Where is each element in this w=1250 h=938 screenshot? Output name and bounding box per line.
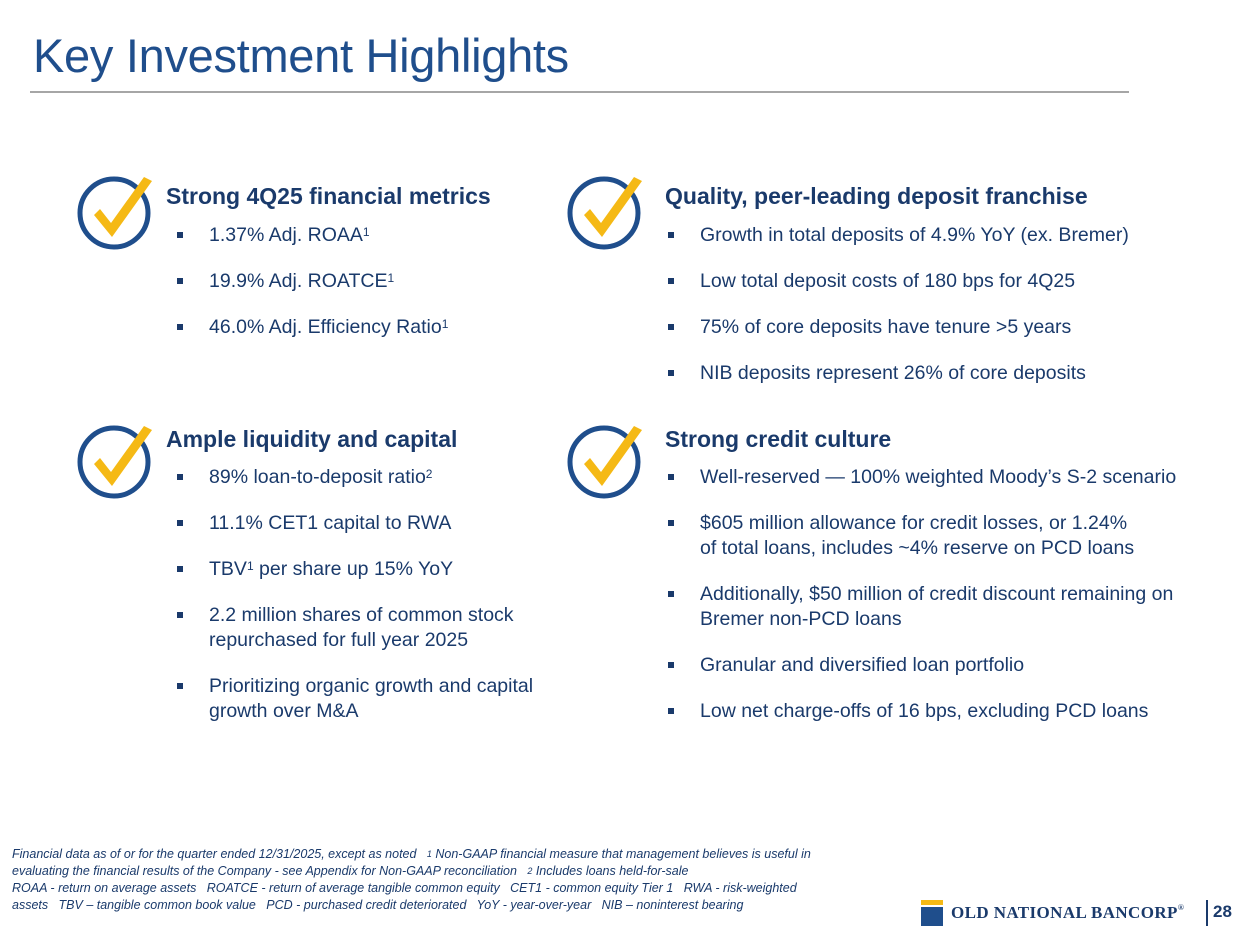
checkmark-circle-icon — [76, 420, 156, 500]
list-item: 89% loan-to-deposit ratio$^2$ — [176, 465, 576, 490]
list-item: TBV$^1$ per share up 15% YoY — [176, 557, 576, 582]
list-item: 2.2 million shares of common stock repurchased for full year 2025 — [176, 603, 576, 653]
list-item: Granular and diversified loan portfolio — [667, 653, 1237, 678]
list-item: Prioritizing organic growth and capital growth over M&A — [176, 674, 576, 724]
section-title-liquidity-capital: Ample liquidity and capital — [166, 426, 458, 452]
section-title-deposit-franchise: Quality, peer-leading deposit franchise — [665, 183, 1088, 209]
credit-culture-list — [667, 465, 1237, 724]
page-number: 28 — [1213, 902, 1232, 921]
financial-metrics-list — [176, 223, 536, 340]
page-title: Key Investment Highlights — [33, 29, 569, 82]
section-title-credit-culture: Strong credit culture — [665, 426, 892, 452]
list-item: 11.1% CET1 capital to RWA — [176, 511, 576, 536]
list-item: 46.0% Adj. Efficiency Ratio$^1$ — [176, 315, 536, 340]
list-item: Growth in total deposits of 4.9% YoY (ex. Bremer) — [667, 223, 1227, 248]
list-item: Low net charge-offs of 16 bps, excluding PCD loans — [667, 699, 1237, 724]
section-title-financial-metrics: Strong 4Q25 financial metrics — [166, 183, 491, 209]
logo-text: OLD NATIONAL BANCORP® — [951, 903, 1185, 922]
title-divider — [30, 91, 1129, 93]
list-item: $605 million allowance for credit losses, or 1.24% of total loans, includes ~4% reserve on PCD loans — [667, 511, 1237, 561]
checkmark-circle-icon — [76, 171, 156, 251]
list-item: Well-reserved — 100% weighted Moody’s S-2 scenario — [667, 465, 1237, 490]
list-item: 1.37% Adj. ROAA$^1$ — [176, 223, 536, 248]
checkmark-circle-icon — [566, 171, 646, 251]
checkmark-circle-icon — [566, 420, 646, 500]
logo-mark-icon — [921, 900, 943, 926]
deposit-franchise-list — [667, 223, 1227, 386]
list-item: 19.9% Adj. ROATCE$^1$ — [176, 269, 536, 294]
list-item: NIB deposits represent 26% of core deposits — [667, 361, 1227, 386]
list-item: Additionally, $50 million of credit discount remaining on Bremer non-PCD loans — [667, 582, 1237, 632]
footnote: Financial data as of or for the quarter ended 12/31/2025, except as noted $^1$ Non-GAAP financial measure that management believes is useful in evaluating the financial results of the Company - see Appendix for Non-GAAP reconciliation $^2$ Includes loans held-for-sale ROAA - return on average assets ROATCE - return of average tangible common equity CET1 - common equity Tier 1 RWA - risk-weighted assets TBV – tangible common book value PCD - purchased credit deteriorated YoY - year-over-year NIB – noninterest bearing — [12, 847, 811, 912]
list-item: Low total deposit costs of 180 bps for 4Q25 — [667, 269, 1227, 294]
list-item: 75% of core deposits have tenure >5 years — [667, 315, 1227, 340]
page-number-divider — [1206, 900, 1208, 926]
company-logo — [921, 899, 1184, 927]
liquidity-capital-list — [176, 465, 576, 724]
